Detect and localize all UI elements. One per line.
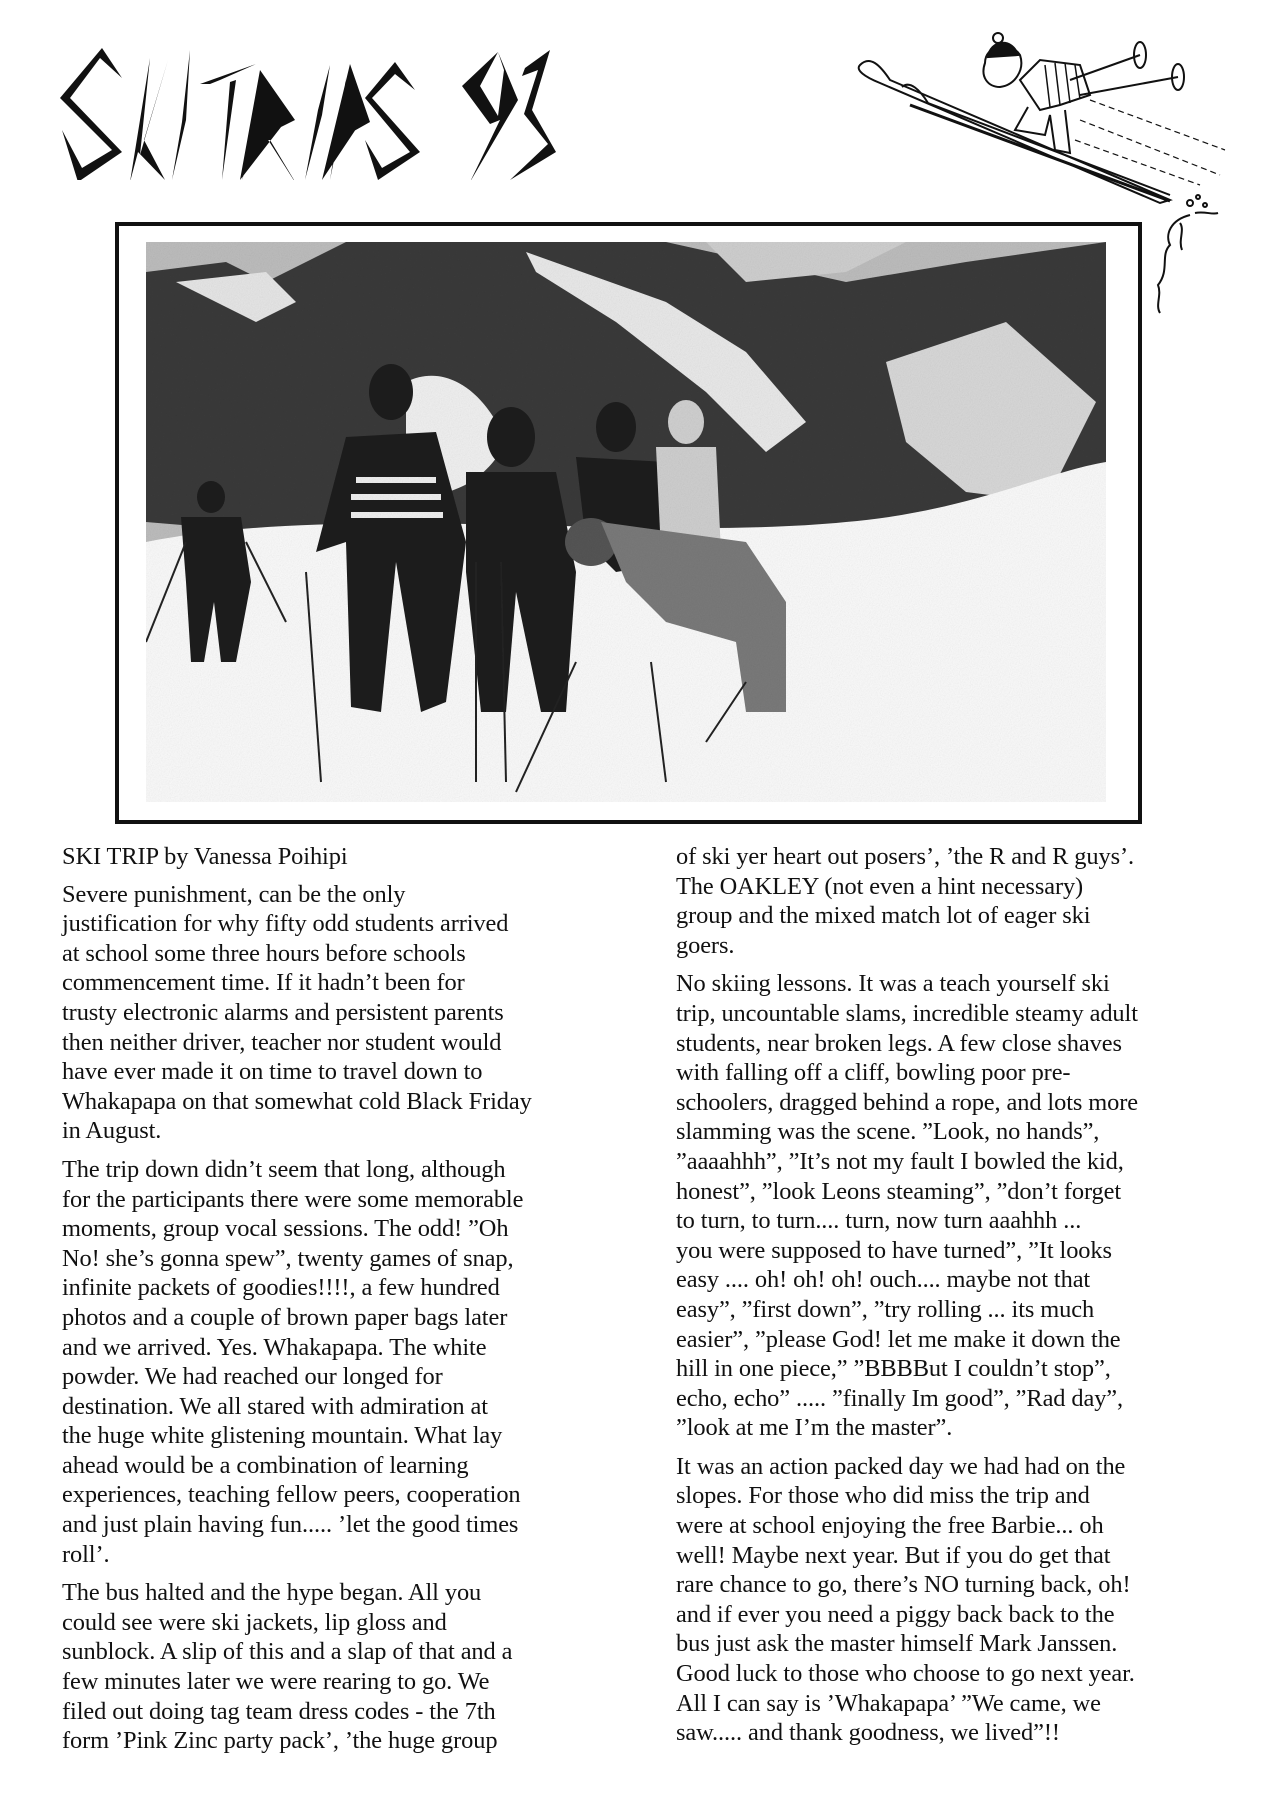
title-letter-p: [322, 64, 370, 180]
article-paragraph: It was an action packed day we had had on the slopes. For those who did miss the trip and were at school enjoying the free Barbie... oh well! Maybe next year. But if you do get that rare chance to go, there’s NO turning back, oh! and if ever you need a piggy back back to the bus just ask the master himself Mark Janssen. Good luck to those who choose to go next year. All I can say is ’Whakapapa’ ”We came, we saw..... and thank goodness, we lived”!!: [676, 1452, 1135, 1747]
article-paragraph: The trip down didn’t seem that long, although for the participants there were some memorable moments, group vocal sessions. The odd! ”Oh No! she’s gonna spew”, twenty games of snap, infinite packets of goodies!!!!, a few hundred photos and a couple of brown paper bags later and we arrived. Yes. Whakapapa. The white powder. We had reached our longed for destination. We all stared with admiration at the huge white glistening mountain. What lay ahead would be a combination of learning experiences, teaching fellow peers, cooperation and just plain having fun..... ’let the good times roll’.: [62, 1155, 524, 1568]
article-paragraph: No skiing lessons. It was a teach yourself ski trip, uncountable slams, incredible steamy adult students, near broken legs. A few close shaves with falling off a cliff, bowling poor pre- schoolers, dragged behind a rope, and lots more slamming was the scene. ”Look, no hands”, ”aaaahhh”, ”It’s not my fault I bowled the kid, honest”, ”look Leons steaming”, ”don’t forget to turn, to turn.... turn, now turn aaahhh ... you were supposed to have turned”, ”It looks easy .... oh! oh! oh! ouch.... maybe not that easy”, ”first down”, ”try rolling ... its much easier”, ”please God! let me make it down the hill in one piece,” ”BBBBut I couldn’t stop”, echo, echo” ..... ”finally Im good”, ”Rad day”, ”look at me I’m the master”.: [676, 970, 1138, 1442]
title-letter-three: [510, 50, 556, 180]
ski-pole-2: [1080, 77, 1178, 95]
snow-plume: [1158, 212, 1218, 313]
article-column-left: [62, 842, 622, 1765]
title-letter-t-bar: [200, 64, 256, 84]
title-letter-t-stem: [222, 80, 236, 180]
article-paragraph: The bus halted and the hype began. All you could see were ski jackets, lip gloss and sunblock. A slip of this and a slap of that and a few minutes later we were rearing to go. We filed out doing tag team dress codes - the 7th form ’Pink Zinc party pack’, ’the huge group: [62, 1579, 513, 1755]
title-letter-i1: [172, 50, 190, 180]
article-column-right: [676, 842, 1236, 1757]
article-paragraph: Severe punishment, can be the only justification for why fifty odd students arrived at school some three hours before schools commencement time. If it hadn’t been for trusty electronic alarms and persistent parents then neither driver, teacher nor student would have ever made it on time to travel down to Whakapapa on that somewhat cold Black Friday in August.: [62, 880, 532, 1145]
group-photo: [146, 242, 1106, 802]
article-paragraph: of ski yer heart out posers’, ’the R and R guys’. The OAKLEY (not even a hint necessary) group and the mixed match lot of eager ski goers.: [676, 843, 1134, 959]
title-letter-nine: [462, 52, 518, 180]
photo-frame: [115, 222, 1142, 824]
title-lettering-art: [60, 40, 820, 180]
title-letter-r: [240, 70, 300, 180]
title-letter-k: [130, 58, 168, 180]
page-title: [60, 40, 820, 180]
title-letter-s1: [60, 48, 122, 180]
article-byline: SKI TRIP by Vanessa Poihipi: [62, 843, 348, 870]
skier-hat: [988, 43, 1018, 57]
ski-front: [859, 61, 1170, 203]
title-letter-s2: [365, 62, 420, 180]
